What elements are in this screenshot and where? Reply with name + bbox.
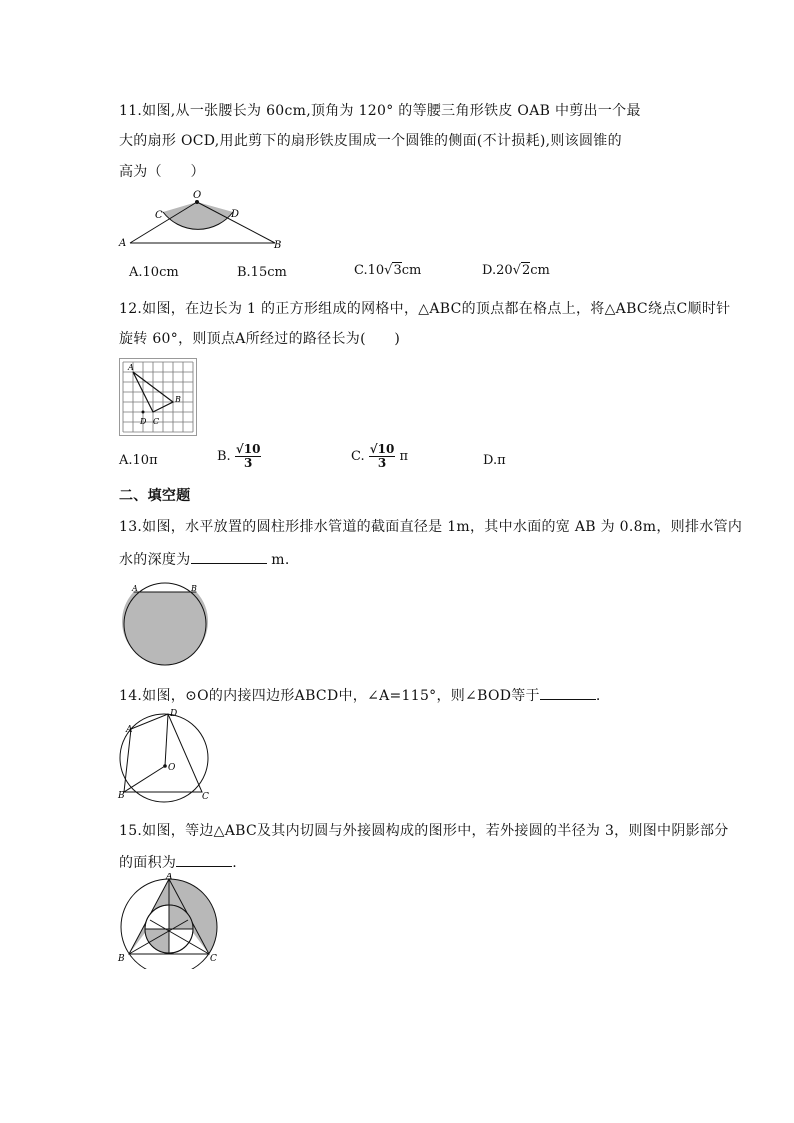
q12-option-c-num: √10 [369,442,395,456]
q15-line1: 15.如图，等边△ABC及其内切圆与外接圆构成的图形中，若外接圆的半径为 3，则图中阴影部分 [119,823,729,839]
q15-line2-prefix: 的面积为 [119,855,177,871]
q13-line2-prefix: 水的深度为 [119,552,191,568]
q12-option-b-prefix: B. [217,449,231,464]
q12-label-B: B [175,395,181,404]
q14-line1 [119,685,601,705]
q13-water-shade [122,592,208,664]
q11-option-c-radicand: 3 [393,263,402,278]
q11-option-d-radicand: 2 [521,263,531,278]
q14-label-D: D [170,709,178,719]
q13-answer-blank[interactable] [191,549,267,564]
q11-option-d-prefix: D.20 [482,263,513,278]
q11-option-c [354,262,421,280]
q12-line1: 12.如图，在边长为 1 的正方形组成的网格中，△ABC的顶点都在格点上，将△ABC绕点C顺时针 [119,301,731,317]
q11-line3: 高为（ ） [119,164,205,180]
q11-option-b: B.15cm [237,265,287,280]
q14-label-C: C [202,792,209,802]
q15-line2 [119,852,237,872]
q11-label-A: A [119,238,127,249]
q15-figure [116,873,220,969]
sqrt-icon: √ [512,263,521,278]
q13-label-A: A [132,584,138,593]
q15-line2-suffix: . [232,855,237,871]
q11-label-O: O [193,190,202,201]
q15-label-C: C [210,954,217,964]
q14-figure [116,708,214,804]
q14-segment-OD [165,714,168,766]
q14-point-O [163,764,167,768]
q12-point-D [142,411,145,414]
q12-option-b [217,443,261,470]
q11-line1: 11.如图,从一张腰长为 60cm,顶角为 120° 的等腰三角形铁皮 OAB 中剪出一个最 [119,103,641,119]
q12-label-D: D [140,417,147,426]
q11-option-d [482,262,550,280]
q15-label-B: B [118,954,125,964]
q11-option-a: A.10cm [129,265,179,280]
q11-option-d-unit: cm [530,263,550,278]
q14-line1-suffix: . [595,688,601,704]
q11-option-c-prefix: C.10 [354,263,385,278]
q13-label-B: B [191,584,197,593]
q12-option-c-den: 3 [377,456,387,470]
q13-figure [119,582,213,668]
q12-option-b-den: 3 [243,456,253,470]
q12-option-b-fraction [235,443,262,470]
q12-option-c [351,443,408,470]
q12-grid-figure [119,358,197,436]
q12-option-c-fraction [369,443,396,470]
q14-label-O: O [168,763,176,773]
q14-circle [120,714,208,802]
q14-answer-blank[interactable] [540,685,596,700]
q14-label-B: B [118,791,125,801]
q14-quadrilateral-ABCD [124,714,202,792]
q11-label-C: C [155,210,163,221]
q11-line2: 大的扇形 OCD,用此剪下的扇形铁皮围成一个圆锥的侧面(不计损耗),则该圆锥的 [119,133,622,149]
q12-option-a: A.10π [119,453,158,468]
q15-answer-blank[interactable] [176,852,232,867]
q13-line1: 13.如图，水平放置的圆柱形排水管道的截面直径是 1m，其中水面的宽 AB 为 0.8m，则排水管内 [119,519,743,535]
q12-option-d: D.π [483,453,506,468]
q11-label-B: B [274,240,282,250]
q13-line2 [119,549,290,569]
q14-label-A: A [126,725,133,735]
q12-option-b-num: √10 [235,442,261,456]
q12-option-c-suffix: π [399,449,409,464]
q14-segment-OB [124,766,165,792]
q12-line2: 旋转 60°，则顶点A所经过的路径长为( ) [119,331,401,347]
q12-label-C: C [153,417,160,426]
q14-line1-prefix: 14.如图，⊙O的内接四边形ABCD中，∠A=115°，则∠BOD等于 [119,688,540,704]
q11-option-c-unit: cm [401,263,422,278]
section2-title: 二、填空题 [119,488,191,504]
q13-line2-suffix: m. [266,552,290,568]
q15-label-A: A [166,873,173,882]
q11-label-D: D [231,209,240,220]
q12-label-A: A [128,363,134,372]
sqrt-icon: √ [384,263,393,278]
q11-figure [115,186,290,250]
q12-option-c-prefix: C. [351,449,365,464]
